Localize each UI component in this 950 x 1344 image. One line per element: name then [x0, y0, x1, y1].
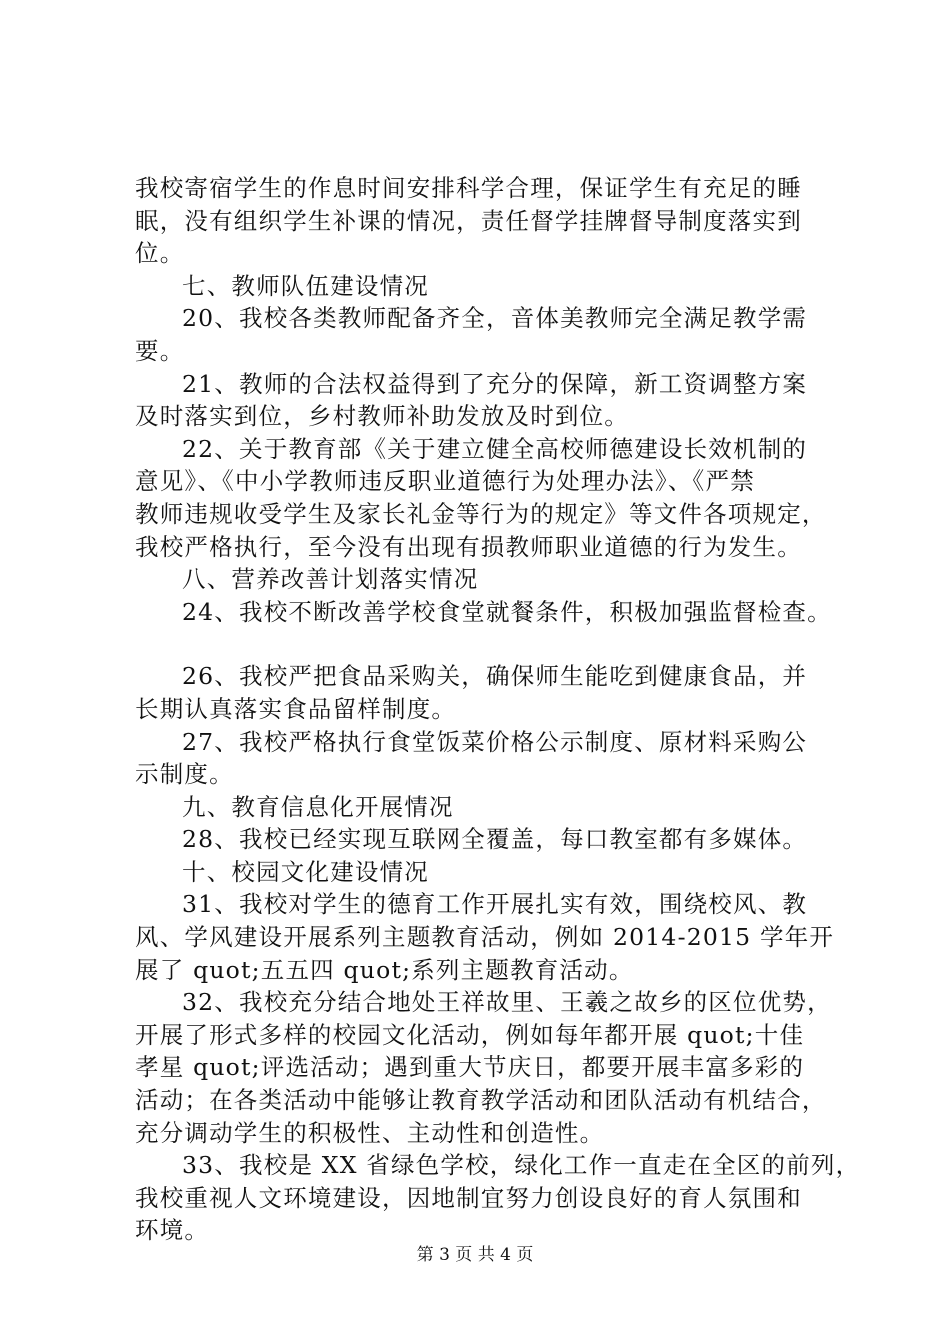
body-text-line: 活动；在各类活动中能够让教育教学活动和团队活动有机结合，	[135, 1086, 827, 1115]
body-text-line: 眠，没有组织学生补课的情况，责任督学挂牌督导制度落实到	[135, 206, 802, 235]
section-heading: 十、校园文化建设情况	[182, 857, 429, 886]
body-text-line: 我校严格执行，至今没有出现有损教师职业道德的行为发生。	[135, 532, 802, 561]
paragraph-line: 26、我校严把食品采购关，确保师生能吃到健康食品，并	[182, 662, 808, 691]
paragraph-line: 33、我校是 XX 省绿色学校，绿化工作一直走在全区的前列，	[182, 1151, 861, 1180]
paragraph-line: 28、我校已经实现互联网全覆盖，每口教室都有多媒体。	[182, 825, 808, 854]
body-text-line: 我校寄宿学生的作息时间安排科学合理，保证学生有充足的睡	[135, 174, 802, 202]
body-text-line: 教师违规收受学生及家长礼金等行为的规定》等文件各项规定，	[135, 499, 827, 528]
body-text-line: 开展了形式多样的校园文化活动，例如每年都开展 quot;十佳	[135, 1020, 805, 1049]
body-text-line: 展了 quot;五五四 quot;系列主题教育活动。	[135, 955, 634, 984]
body-text-line: 环境。	[135, 1216, 210, 1245]
body-text-line: 长期认真落实食品留样制度。	[135, 694, 457, 723]
paragraph-line: 31、我校对学生的德育工作开展扎实有效，围绕校风、教	[182, 890, 808, 919]
paragraph-line: 27、我校严格执行食堂饭菜价格公示制度、原材料采购公	[182, 727, 808, 756]
paragraph-line: 22、关于教育部《关于建立健全高校师德建设长效机制的	[182, 434, 808, 463]
paragraph-line: 21、教师的合法权益得到了充分的保障，新工资调整方案	[182, 369, 808, 398]
paragraph-line: 32、我校充分结合地处王祥故里、王羲之故乡的区位优势，	[182, 988, 832, 1017]
body-text-line: 充分调动学生的积极性、主动性和创造性。	[135, 1118, 605, 1147]
section-heading: 八、营养改善计划落实情况	[182, 565, 479, 594]
body-text-line: 意见》、《中小学教师违反职业道德行为处理办法》、《严禁	[135, 467, 755, 496]
body-text-line: 及时落实到位，乡村教师补助发放及时到位。	[135, 402, 629, 431]
document-body	[135, 172, 861, 1247]
page-footer: 第 3 页 共 4 页	[416, 1245, 534, 1265]
body-text-line: 示制度。	[135, 760, 234, 789]
paragraph-line: 20、我校各类教师配备齐全，音体美教师完全满足教学需	[182, 304, 808, 333]
paragraph-line: 24、我校不断改善学校食堂就餐条件，积极加强监督检查。	[182, 597, 832, 626]
body-text-line: 位。	[135, 239, 185, 268]
body-text-line: 风、学风建设开展系列主题教育活动，例如 2014-2015 学年开	[135, 923, 835, 952]
body-text-line: 要。	[135, 336, 185, 365]
section-heading: 七、教师队伍建设情况	[182, 271, 429, 300]
body-text-line: 我校重视人文环境建设，因地制宜努力创设良好的育人氛围和	[135, 1183, 802, 1212]
blank-line	[135, 628, 850, 660]
body-text-line: 孝星 quot;评选活动；遇到重大节庆日，都要开展丰富多彩的	[135, 1053, 805, 1082]
section-heading: 九、教育信息化开展情况	[182, 792, 454, 821]
